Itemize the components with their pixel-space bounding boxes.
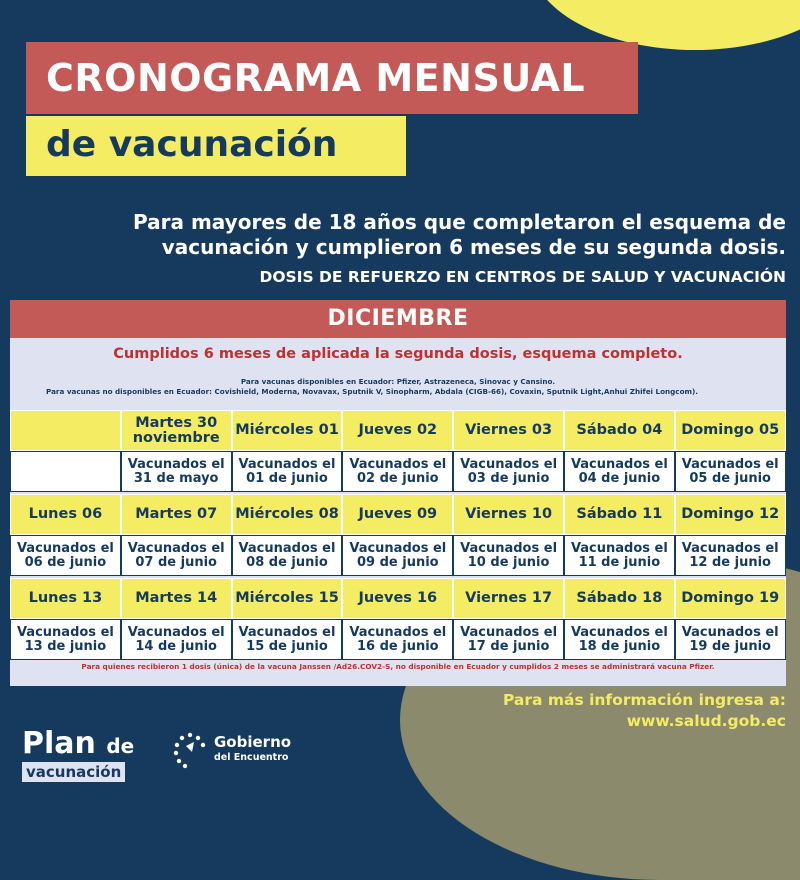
day-header-cell: Jueves 16 xyxy=(342,578,453,619)
vaccination-label: Vacunados el xyxy=(349,456,447,472)
vaccination-label: Vacunados el xyxy=(16,624,114,640)
vaccination-label: Vacunados el xyxy=(238,624,336,640)
day-header-cell: Martes 14 xyxy=(121,578,232,619)
week-values-row xyxy=(10,619,786,660)
plan-strip: vacunación xyxy=(22,762,125,782)
vaccination-date-cell xyxy=(232,619,343,660)
vaccination-label: Vacunados el xyxy=(460,624,558,640)
plan-de: de xyxy=(106,734,135,758)
day-header-cell: Martes 07 xyxy=(121,494,232,535)
vaccination-date-cell xyxy=(10,535,121,576)
cumplidos-text: Cumplidos 6 meses de aplicada la segunda dosis, esquema completo. xyxy=(113,346,683,362)
vaccination-date: 07 de junio xyxy=(135,554,217,570)
vaccination-date: 15 de junio xyxy=(246,638,328,654)
vaccination-date-cell xyxy=(564,535,675,576)
vaccination-label: Vacunados el xyxy=(238,540,336,556)
vaccination-date: 04 de junio xyxy=(578,470,661,486)
vaccination-date: 02 de junio xyxy=(356,470,439,486)
vaccination-date: 11 de junio xyxy=(578,554,661,570)
subtitle: Para mayores de 18 años que completaron el esquema de vacunación y cumplieron 6 meses de su segunda dosis. xyxy=(133,210,786,259)
vaccination-date: 01 de junio xyxy=(246,470,328,486)
day-header-cell: Sábado 11 xyxy=(564,494,675,535)
vaccination-label: Vacunados el xyxy=(681,624,779,640)
vaccination-date-cell xyxy=(121,619,232,660)
vaccination-label: Vacunados el xyxy=(349,624,447,640)
plan-word: Plan xyxy=(22,726,96,761)
vaccination-date: 17 de junio xyxy=(467,638,550,654)
vaccination-date-cell xyxy=(10,619,121,660)
vaccination-date: 13 de junio xyxy=(24,638,107,654)
vaccination-date-cell xyxy=(342,535,453,576)
note-available-vaccines: Para vacunas disponibles en Ecuador: Pfizer, Astrazeneca, Sinovac y Cansino. xyxy=(240,377,556,386)
vaccination-date: 31 de mayo xyxy=(133,470,219,486)
day-header-cell: Sábado 18 xyxy=(564,578,675,619)
day-header-cell: Sábado 04 xyxy=(564,410,675,451)
janssen-footnote: Para quienes recibieron 1 dosis (única) de la vacuna Janssen /Ad26.COV2-S, no disponible en Ecuador y cumplidos 2 meses se administrará vacuna Pfizer. xyxy=(81,662,715,671)
week-days-row xyxy=(10,494,786,535)
gobierno-logo xyxy=(172,730,291,770)
plan-vacunacion-logo xyxy=(22,728,134,782)
vaccination-date: 05 de junio xyxy=(689,470,771,486)
vaccination-label: Vacunados el xyxy=(460,540,558,556)
vaccination-label: Vacunados el xyxy=(681,456,779,472)
day-header-cell: Martes 30 noviembre xyxy=(121,410,232,451)
encuentro-text: del Encuentro xyxy=(214,752,289,763)
info-line: Para más información ingresa a: xyxy=(502,691,786,709)
vaccination-date-cell xyxy=(232,535,343,576)
vaccination-date-cell xyxy=(675,619,786,660)
vaccination-label: Vacunados el xyxy=(127,624,225,640)
month-header: DICIEMBRE xyxy=(10,300,786,338)
vaccination-date-cell xyxy=(675,451,786,492)
vaccination-date-cell xyxy=(564,619,675,660)
gobierno-emblem-icon xyxy=(172,730,208,770)
vaccination-label: Vacunados el xyxy=(570,624,668,640)
info-block xyxy=(503,690,786,732)
day-header-cell: Jueves 02 xyxy=(342,410,453,451)
day-header-cell: Viernes 10 xyxy=(453,494,564,535)
week-days-row xyxy=(10,578,786,619)
vaccination-label: Vacunados el xyxy=(16,540,114,556)
vaccination-date-cell xyxy=(121,535,232,576)
vaccination-label: Vacunados el xyxy=(127,456,225,472)
gobierno-text: Gobierno xyxy=(214,733,292,751)
vaccination-date-cell xyxy=(453,535,564,576)
day-header-cell: Miércoles 01 xyxy=(232,410,343,451)
day-header-cell: Domingo 12 xyxy=(675,494,786,535)
day-header-cell: Viernes 03 xyxy=(453,410,564,451)
vaccination-date-cell xyxy=(453,619,564,660)
title-line-2: de vacunación xyxy=(26,116,406,176)
subtitle-refuerzo: DOSIS DE REFUERZO EN CENTROS DE SALUD Y VACUNACIÓN xyxy=(259,268,786,286)
week-days-row xyxy=(10,410,786,451)
note-unavailable-vaccines: Para vacunas no disponibles en Ecuador: Covishield, Moderna, Novavax, Sputnik V, Sinopharm, Abdala (CIGB-66), Covaxin, Sputnik Light,Anhui Zhifei Longcom). xyxy=(46,387,699,396)
vaccination-date: 16 de junio xyxy=(356,638,439,654)
day-header-cell: Jueves 09 xyxy=(342,494,453,535)
day-header-cell: Domingo 05 xyxy=(675,410,786,451)
vaccination-date: 03 de junio xyxy=(467,470,550,486)
vaccination-date: 14 de junio xyxy=(135,638,217,654)
day-header-cell: Viernes 17 xyxy=(453,578,564,619)
vaccination-label: Vacunados el xyxy=(681,540,779,556)
vaccination-date: 10 de junio xyxy=(467,554,550,570)
vaccination-date-cell xyxy=(453,451,564,492)
vaccination-label: Vacunados el xyxy=(460,456,558,472)
vaccination-date-cell xyxy=(675,535,786,576)
vaccination-date-cell xyxy=(232,451,343,492)
info-link[interactable]: www.salud.gob.ec xyxy=(626,712,786,730)
day-header-cell xyxy=(10,410,121,451)
vaccination-label: Vacunados el xyxy=(570,540,668,556)
vaccination-date-cell xyxy=(342,451,453,492)
day-header-cell: Miércoles 08 xyxy=(232,494,343,535)
vaccination-date-cell xyxy=(121,451,232,492)
vaccination-label: Vacunados el xyxy=(238,456,336,472)
day-header-cell: Lunes 13 xyxy=(10,578,121,619)
vaccination-date-cell xyxy=(342,619,453,660)
day-header-cell: Domingo 19 xyxy=(675,578,786,619)
vaccination-date-cell xyxy=(564,451,675,492)
vaccination-date: 12 de junio xyxy=(689,554,771,570)
vaccination-date: 18 de junio xyxy=(578,638,661,654)
vaccination-date: 08 de junio xyxy=(246,554,328,570)
vaccination-date-cell xyxy=(10,451,121,492)
vaccination-label: Vacunados el xyxy=(570,456,668,472)
vaccination-date: 19 de junio xyxy=(689,638,771,654)
week-values-row xyxy=(10,535,786,576)
vaccination-date: 06 de junio xyxy=(24,554,107,570)
day-header-cell: Miércoles 15 xyxy=(232,578,343,619)
schedule-panel xyxy=(10,300,786,686)
vaccination-label: Vacunados el xyxy=(349,540,447,556)
week-values-row xyxy=(10,451,786,492)
vaccination-label: Vacunados el xyxy=(127,540,225,556)
title-line-1: CRONOGRAMA MENSUAL xyxy=(26,42,638,114)
day-header-cell: Lunes 06 xyxy=(10,494,121,535)
vaccination-date: 09 de junio xyxy=(356,554,439,570)
schedule-grid xyxy=(10,410,786,662)
